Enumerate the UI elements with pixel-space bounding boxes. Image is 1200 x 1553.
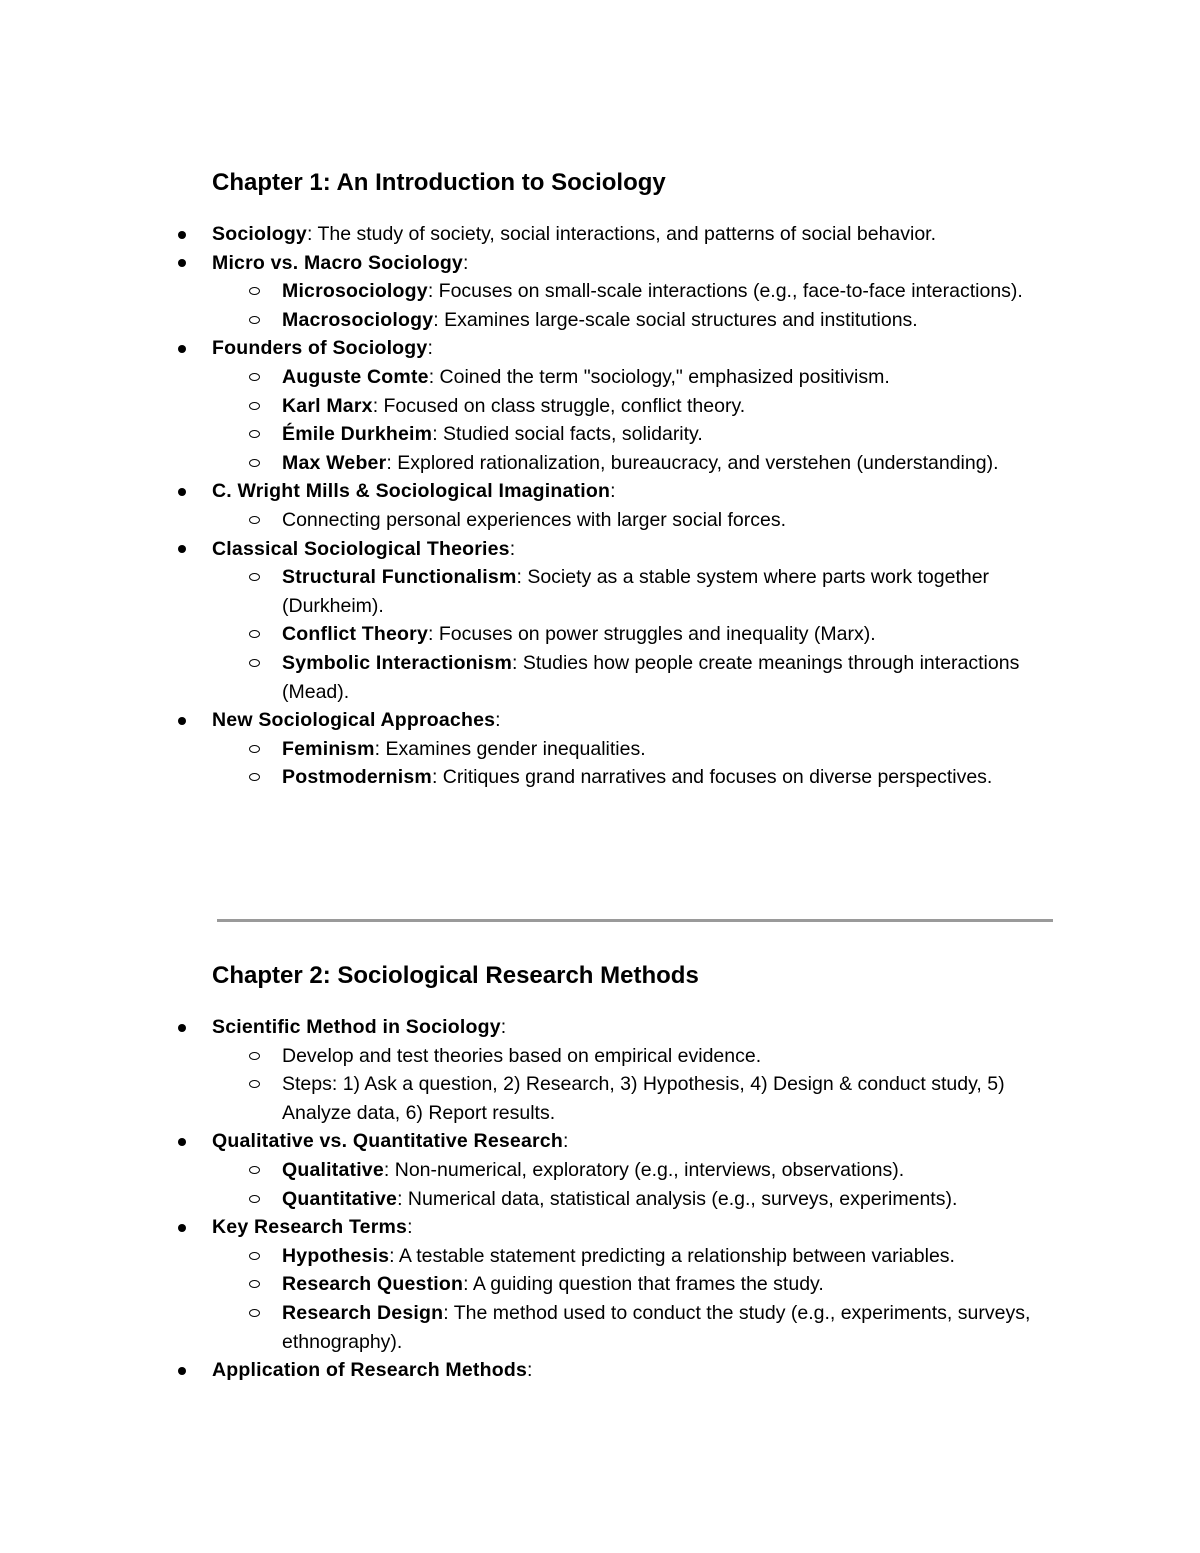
bullet-circle-icon xyxy=(249,573,260,581)
bullet-circle-icon xyxy=(249,402,260,410)
term-label: Founders of Sociology xyxy=(212,337,428,360)
term-label: Conflict Theory xyxy=(282,623,429,646)
sub-list xyxy=(0,506,1200,535)
sub-list-item xyxy=(0,363,1200,392)
chapter-title: Chapter 1: An Introduction to Sociology xyxy=(212,169,666,196)
definition-text: : Critiques grand narratives and focuses on diverse perspectives. xyxy=(431,766,993,789)
sub-list-item xyxy=(0,1070,1200,1127)
bullet-dot-icon xyxy=(178,545,186,553)
definition-text: : Society as a stable system where parts work together (Durkheim). xyxy=(282,566,990,617)
definition-text: : Examines gender inequalities. xyxy=(374,737,646,760)
term-label: Micro vs. Macro Sociology xyxy=(212,251,463,274)
bullet-circle-icon xyxy=(249,1080,260,1088)
sub-list xyxy=(0,563,1200,706)
list-item xyxy=(0,706,1200,792)
definition-text: : A testable statement predicting a relationship between variables. xyxy=(389,1244,955,1267)
term-label: Research Design xyxy=(282,1301,444,1324)
sub-list-item xyxy=(0,1242,1200,1271)
definition-text: : Focuses on power struggles and inequality (Marx). xyxy=(428,623,876,646)
definition-text: : Non-numerical, exploratory (e.g., interviews, observations). xyxy=(383,1158,905,1181)
definition-text: : Focuses on small-scale interactions (e.g., face-to-face interactions). xyxy=(427,280,1023,303)
definition-text: : xyxy=(509,537,516,560)
bullet-dot-icon xyxy=(178,488,186,496)
bullet-circle-icon xyxy=(249,773,260,781)
list-item xyxy=(0,220,1200,249)
sub-list-item xyxy=(0,277,1200,306)
bullet-dot-icon xyxy=(178,345,186,353)
definition-text: : The study of society, social interactions, and patterns of social behavior. xyxy=(306,223,937,245)
bullet-circle-icon xyxy=(249,430,260,438)
definition-text: : xyxy=(462,251,469,274)
definition-text: : Focused on class struggle, conflict theory. xyxy=(372,394,746,417)
definition-text: : xyxy=(427,337,433,360)
bullet-list xyxy=(0,220,1200,792)
term-label: Max Weber xyxy=(282,451,387,474)
definition-text: Develop and test theories based on empirical evidence. xyxy=(282,1044,762,1067)
bullet-circle-icon xyxy=(249,1309,260,1317)
sub-list-item xyxy=(0,506,1200,535)
sub-list xyxy=(0,1242,1200,1356)
term-label: Macrosociology xyxy=(282,308,434,331)
term-label: Sociology xyxy=(212,223,307,245)
bullet-circle-icon xyxy=(249,373,260,381)
term-label: Classical Sociological Theories xyxy=(212,537,510,560)
definition-text: : xyxy=(407,1216,413,1239)
sub-list xyxy=(0,735,1200,792)
definition-text: : A guiding question that frames the study. xyxy=(463,1273,824,1296)
sub-list xyxy=(0,1156,1200,1213)
list-item xyxy=(0,477,1200,534)
term-label: Auguste Comte xyxy=(282,365,429,388)
sub-list-item xyxy=(0,763,1200,792)
definition-text: : xyxy=(562,1130,569,1153)
bullet-dot-icon xyxy=(178,1024,186,1032)
sub-list-item xyxy=(0,420,1200,449)
definition-text: : xyxy=(527,1359,533,1382)
definition-text: Connecting personal experiences with larger social forces. xyxy=(282,508,787,531)
sub-list-item xyxy=(0,1299,1200,1356)
term-label: Application of Research Methods xyxy=(212,1359,527,1382)
bullet-circle-icon xyxy=(249,1195,260,1203)
definition-text: : xyxy=(610,480,616,503)
sub-list-item xyxy=(0,392,1200,421)
definition-text: : Examines large-scale social structures and institutions. xyxy=(433,308,918,331)
definition-text: : Studied social facts, solidarity. xyxy=(432,423,703,446)
sub-list-item xyxy=(0,449,1200,478)
list-item xyxy=(0,1213,1200,1356)
bullet-circle-icon xyxy=(249,1052,260,1060)
term-label: Research Question xyxy=(282,1273,464,1296)
bullet-dot-icon xyxy=(178,1367,186,1375)
sub-list xyxy=(0,363,1200,477)
term-label: Microsociology xyxy=(282,280,428,303)
term-label: Key Research Terms xyxy=(212,1216,408,1239)
list-item xyxy=(0,1127,1200,1213)
bullet-circle-icon xyxy=(249,630,260,638)
bullet-list xyxy=(0,1013,1200,1385)
bullet-circle-icon xyxy=(249,1166,260,1174)
bullet-circle-icon xyxy=(249,745,260,753)
term-label: Quantitative xyxy=(282,1187,398,1210)
definition-text: : The method used to conduct the study (e.g., experiments, surveys, ethnography). xyxy=(282,1301,1031,1353)
sub-list-item xyxy=(0,1270,1200,1299)
bullet-circle-icon xyxy=(249,1252,260,1260)
sub-list-item xyxy=(0,620,1200,649)
term-label: Hypothesis xyxy=(282,1244,390,1267)
bullet-dot-icon xyxy=(178,1138,186,1146)
term-label: New Sociological Approaches xyxy=(212,709,496,732)
list-item xyxy=(0,1013,1200,1127)
sub-list-item xyxy=(0,735,1200,764)
term-label: Postmodernism xyxy=(282,766,432,789)
list-item xyxy=(0,1356,1200,1385)
sub-list-item xyxy=(0,1156,1200,1185)
term-label: Structural Functionalism xyxy=(282,566,517,589)
term-label: Qualitative vs. Quantitative Research xyxy=(212,1130,563,1153)
chapter-2 xyxy=(0,959,1200,1385)
term-label: Scientific Method in Sociology xyxy=(212,1016,501,1038)
sub-list-item xyxy=(0,1185,1200,1214)
bullet-dot-icon xyxy=(178,231,186,239)
list-item xyxy=(0,334,1200,477)
sub-list-item xyxy=(0,1042,1200,1071)
bullet-dot-icon xyxy=(178,717,186,725)
bullet-dot-icon xyxy=(178,1224,186,1232)
bullet-circle-icon xyxy=(249,516,260,524)
definition-text: : Numerical data, statistical analysis (e.g., surveys, experiments). xyxy=(397,1187,958,1210)
bullet-circle-icon xyxy=(249,459,260,467)
list-item xyxy=(0,249,1200,335)
term-label: Émile Durkheim xyxy=(282,423,433,446)
sub-list-item xyxy=(0,649,1200,706)
definition-text: : Explored rationalization, bureaucracy, and verstehen (understanding). xyxy=(386,451,999,474)
definition-text: : xyxy=(500,1016,507,1038)
sub-list xyxy=(0,277,1200,334)
bullet-circle-icon xyxy=(249,316,260,324)
term-label: Feminism xyxy=(282,737,375,760)
sub-list xyxy=(0,1042,1200,1128)
horizontal-rule xyxy=(217,919,1053,922)
bullet-circle-icon xyxy=(249,1280,260,1288)
sub-list-item xyxy=(0,563,1200,620)
definition-text: Steps: 1) Ask a question, 2) Research, 3) Hypothesis, 4) Design & conduct study, 5) Analyze data, 6) Report results. xyxy=(282,1073,1005,1124)
bullet-circle-icon xyxy=(249,287,260,295)
chapter-1 xyxy=(0,166,1200,792)
list-item xyxy=(0,535,1200,707)
sub-list-item xyxy=(0,306,1200,335)
definition-text: : Coined the term "sociology," emphasized positivism. xyxy=(428,365,890,388)
definition-text: : xyxy=(495,709,501,732)
term-label: Symbolic Interactionism xyxy=(282,651,512,674)
term-label: C. Wright Mills & Sociological Imagination xyxy=(212,480,611,503)
bullet-circle-icon xyxy=(249,659,260,667)
term-label: Karl Marx xyxy=(282,394,373,417)
term-label: Qualitative xyxy=(282,1158,384,1181)
chapter-title: Chapter 2: Sociological Research Methods xyxy=(212,962,699,989)
definition-text: : Studies how people create meanings through interactions (Mead). xyxy=(282,651,1020,703)
